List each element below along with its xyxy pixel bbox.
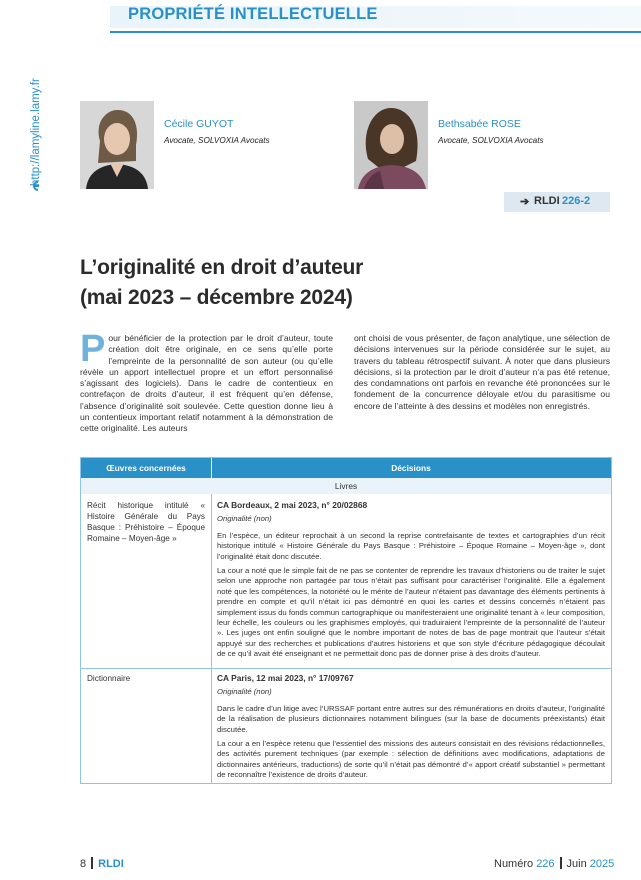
table-row-1-decision [217, 500, 605, 664]
author-photo-2 [354, 101, 428, 189]
issue-month: Juin [566, 858, 587, 870]
header-rule [110, 31, 641, 33]
section-title: PROPRIÉTÉ INTELLECTUELLE [128, 5, 378, 23]
issue-number: 226 [536, 858, 555, 870]
footer-separator [91, 857, 93, 869]
header-decisions: Décisions [391, 463, 431, 473]
footer-left [80, 857, 124, 870]
header-divider [211, 458, 212, 478]
link-icon [30, 180, 40, 195]
intro-right-column: ont choisi de vous présenter, de façon analytique, une sélection de décisions intervenues sur la période considérée sur le sujet, au travers du tableau rétrospectif suivant. À noter que dans plusieurs décisions, si la protection par le droit d’auteur n’a pas été retenue, des condamnations ont parfois en revanche été prononcées sur le fondement de la concurrence déloyale et/ou du parasitisme ou encore de l’atteinte à des dessins et modèles non enregistrés. [354, 333, 610, 411]
footer-separator-2 [560, 857, 562, 869]
rldi-reference[interactable] [504, 192, 610, 212]
author-card-2 [354, 101, 614, 189]
decision-title-2: CA Paris, 12 mai 2023, n° 17/09767 [217, 673, 354, 683]
side-url[interactable] [24, 42, 44, 202]
arrow-right-icon: ➔ [520, 196, 530, 208]
header-works: Œuvres concernées [106, 463, 186, 473]
decision-paragraph-2a: Dans le cadre d’un litige avec l’URSSAF portant entre autres sur des rémunérations en droits d’auteur, l’originalité de la réalisation de plusieurs dictionnaires notamment bilingues (sur la base de documents préexistants) était discutée. [217, 703, 605, 734]
column-divider [211, 494, 212, 783]
article-title-line2: (mai 2023 – décembre 2024) [80, 286, 353, 309]
page-number: 8 [80, 858, 87, 870]
decisions-table [80, 457, 612, 784]
issue-year: 2025 [589, 858, 615, 870]
decision-subtitle-2: Originalité (non) [217, 687, 272, 697]
decision-paragraph-1b: La cour a noté que le simple fait de ne pas se contenter de reprendre les travaux d’historiens ou de traiter le sujet selon une approche non partagée par tous n’était pas suffisant pour caractériser l’originalité. Elle a également noté que les compétences, la notoriété ou le mérite de l’auteur n’étaient pas davantage des éléments pertinents à prendre en compte et qu’il n’était ici pas démontré en quoi les cartes et dessins concernés n’étaient pas simplement issus du fonds commun cartographique ou manifesteraient une originalité tenant à « leur composition, leur échelle, les couleurs ou les graphismes employés, qui traduiraient l’empreinte de la personnalité de l’auteur ». Les juges ont enfin souligné que le nombre important de notes de bas de page montrait que l’auteur s’était appuyé sur des recherches et publications d’autres historiens et que son style d’écriture pédagogique découlait de ce qu’il avait été enseignant et ne permettait donc pas de donner prise à des droits d’auteur. [217, 566, 605, 659]
issue-label: Numéro [494, 858, 534, 870]
decision-title-1: CA Bordeaux, 2 mai 2023, n° 20/02868 [217, 500, 368, 510]
author-name-1: Cécile GUYOT [164, 118, 234, 130]
drop-cap: P [80, 328, 106, 370]
intro-left-column [80, 328, 333, 435]
reference-number: 226-2 [562, 195, 591, 207]
author-role-2: Avocate, SOLVOXIA Avocats [438, 136, 544, 145]
table-row-1-work: Récit historique intitulé « Histoire Générale du Pays Basque : Préhistoire – Époque Romaine – Moyen-âge » [87, 501, 205, 543]
decision-paragraph-2b: La cour a en l’espèce retenu que l’essentiel des missions des auteurs consistait en des révisions rédactionnelles, des activités purement techniques (par exemple : sélection de définitions avec modifications, adaptations de dictionnaires antérieurs, traductions) de sorte qu’il n’était pas démontré d’« apport créatif substantiel » permettant de reconnaître l’existence de droits d’auteur. [217, 739, 605, 780]
reference-label: RLDI [534, 195, 560, 207]
intro-left-text: our bénéficier de la protection par le droit d’auteur, toute création doit être originale, en ce sens qu’elle porte l’empreinte de la personnalité de son auteur (ou qu’elle révèle un apport intellectuel propre et un effort personnalisé s’agissant des logiciels). Dans le cadre de contentieux en contrefaçon de droits d’auteur, il est fréquent qu’en défense, l’absence d’originalité soit soulevée. Cette question donne lieu à un contentieux important relatif notamment à la démonstration de cette originalité. Les auteurs [80, 333, 333, 434]
decision-paragraph-1a: En l’espèce, un éditeur reprochait à un second la reprise contrefaisante de textes et cartographies d’un récit historique intitulé « Histoire Générale du Pays Basque : Préhistoire – Époque Romaine – Moyen-âge », dont l’originalité était donc discutée. [217, 530, 605, 561]
decision-subtitle-1: Originalité (non) [217, 514, 272, 524]
row-divider [81, 668, 611, 669]
section-header [110, 0, 641, 32]
table-row-2-decision [217, 673, 605, 785]
lamyline-link[interactable]: http://lamyline.lamy.fr [30, 78, 42, 186]
author-photo-1 [80, 101, 154, 189]
author-card-1 [80, 101, 320, 189]
table-row-2-work: Dictionnaire [87, 674, 131, 683]
footer-right [494, 857, 614, 870]
table-header [81, 458, 611, 478]
author-name-2: Bethsabée ROSE [438, 118, 521, 130]
author-role-1: Avocate, SOLVOXIA Avocats [164, 136, 270, 145]
article-title-line1: L’originalité en droit d’auteur [80, 256, 364, 279]
table-subheader: Livres [81, 478, 611, 494]
journal-name: RLDI [98, 858, 124, 870]
